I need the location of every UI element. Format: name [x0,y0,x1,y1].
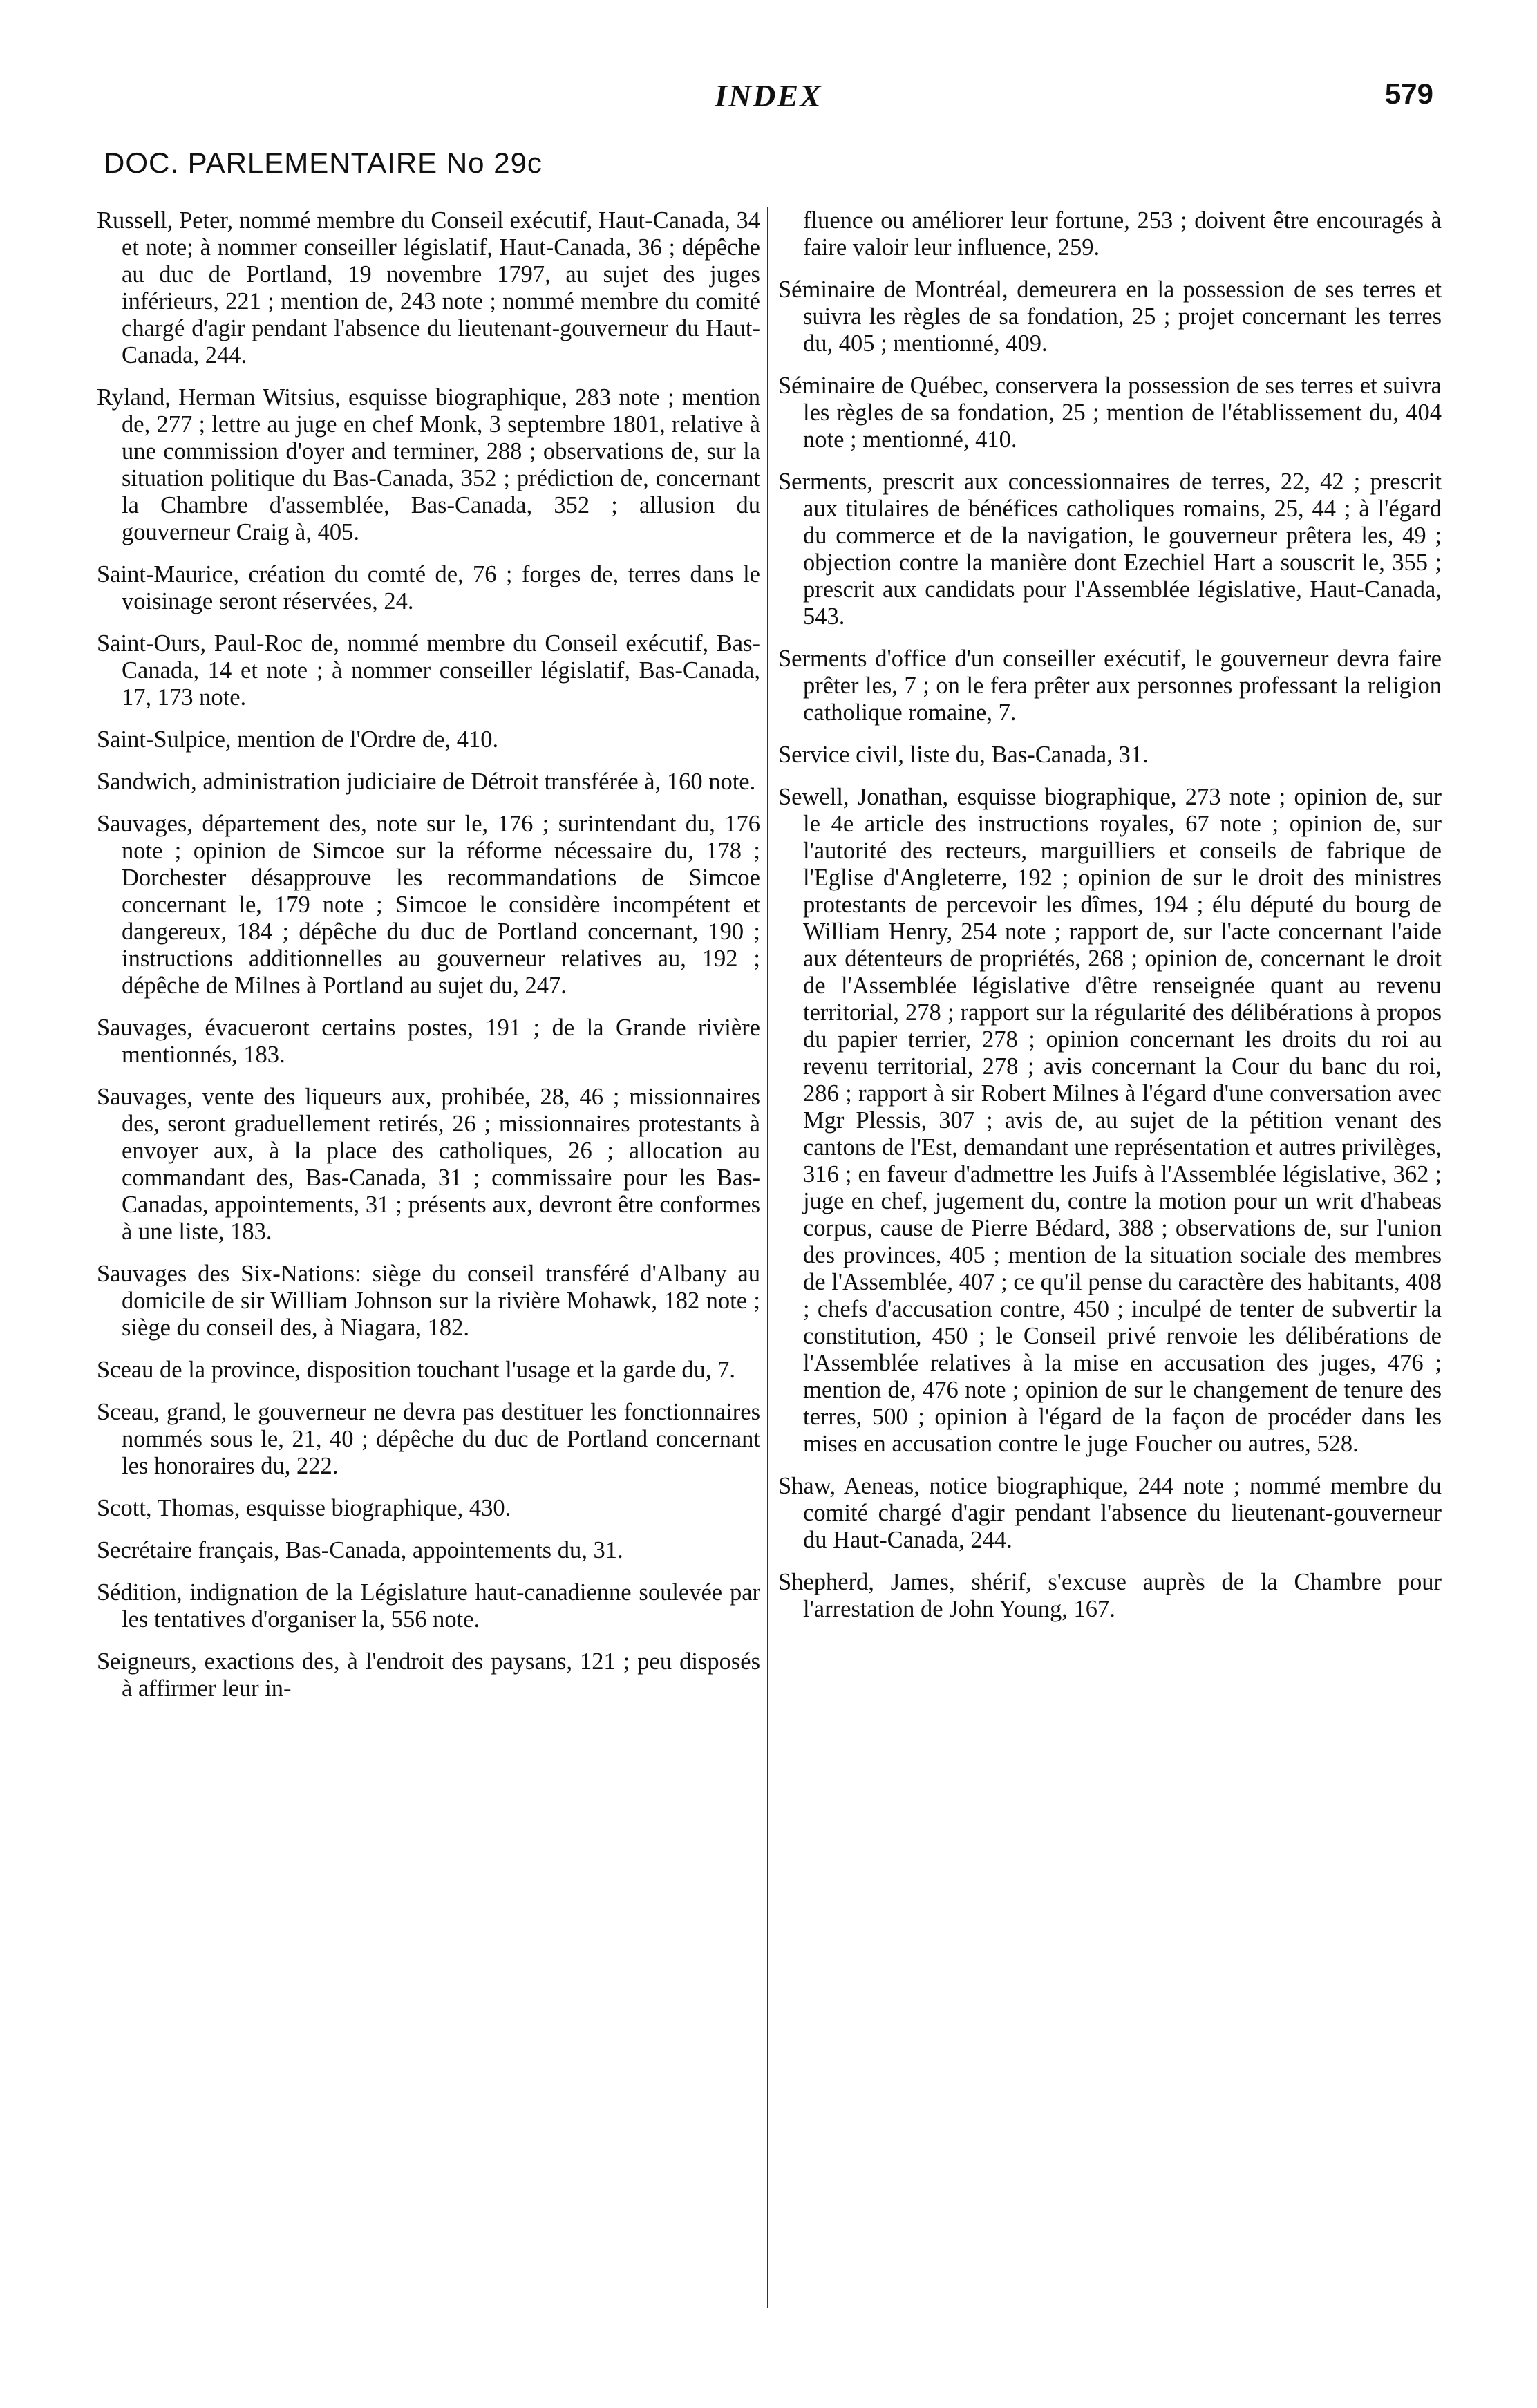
index-entry: Serments d'office d'un conseiller exécutif, le gouverneur devra faire prêter les, 7 ; on le fera prêter aux personnes professant la religion catholique romaine, 7. [778,646,1442,726]
index-entry: Sceau de la province, disposition touchant l'usage et la garde du, 7. [97,1357,736,1383]
index-entry: Serments, prescrit aux concessionnaires de terres, 22, 42 ; prescrit aux titulaires de bénéfices catholiques romains, 25, 44 ; à l'égard du commerce et de la navigation, le gouverneur prêtera les, 49 ; objection contre la manière dont Ezechiel Hart a souscrit le, 355 ; prescrit aux candidats pour l'Assemblée législative, Haut-Canada, 543. [778,469,1442,630]
column-divider [767,207,768,2308]
index-entry: Saint-Maurice, création du comté de, 76 ; forges de, terres dans le voisinage seront réservées, 24. [97,561,760,614]
index-entry: Seigneurs, exactions des, à l'endroit des paysans, 121 ; peu disposés à affirmer leur in- [97,1648,760,1702]
index-entry: Sewell, Jonathan, esquisse biographique, 273 note ; opinion de, sur le 4e article des instructions royales, 67 note ; opinion de, sur l'autorité des recteurs, marguilliers et conseils de fabrique de l'Eglise d'Angleterre, 192 ; opinion de sur le droit des ministres protestants de percevoir les dîmes, 194 ; élu député du bourg de William Henry, 254 note ; rapport de, sur l'acte concernant l'aide aux détenteurs de propriétés, 268 ; opinion de, concernant le droit de l'Assemblée législative d'être renseignée quant au revenu territorial, 278 ; rapport sur la régularité des délibérations à propos du papier terrier, 278 ; opinion concernant les droits du roi au revenu territorial, 278 ; avis concernant la Cour du banc du roi, 286 ; rapport à sir Robert Milnes à l'égard d'une conversation avec Mgr Plessis, 307 ; avis de, au sujet de la pétition venant des cantons de l'Est, demandant une représentation et autres privilèges, 316 ; en faveur d'admettre les Juifs à l'Assemblée législative, 362 ; juge en chef, jugement du, contre la motion pour un writ d'habeas corpus, cause de Pierre Bédard, 388 ; observations de, sur l'union des provinces, 405 ; mention de la situation sociale des membres de l'Assemblée, 407 ; ce qu'il pense du caractère des habitants, 408 ; chefs d'accusation contre, 450 ; inculpé de tenter de subvertir la constitution, 450 ; le Conseil privé renvoie les délibérations de l'Assemblée relatives à la mise en accusation des juges, 476 ; mention de, 476 note ; opinion de sur le changement de tenure des terres, 500 ; opinion à l'égard de la façon de procéder dans les mises en accusation contre le juge Foucher ou autres, 528. [778,784,1442,1457]
page-number: 579 [1384,77,1433,110]
index-entry: Sandwich, administration judiciaire de Détroit transférée à, 160 note. [97,769,756,795]
index-entry: Séminaire de Québec, conservera la possession de ses terres et suivra les règles de sa fondation, 25 ; mention de l'établissement du, 404 note ; mentionné, 410. [778,373,1442,453]
index-entry: Saint-Sulpice, mention de l'Ordre de, 410. [97,726,499,753]
index-column-right [778,207,1442,1638]
index-entry: Sceau, grand, le gouverneur ne devra pas destituer les fonctionnaires nommés sous le, 21, 40 ; dépêche du duc de Portland concernant les honoraires du, 222. [97,1399,760,1479]
index-entry: Sauvages, département des, note sur le, 176 ; surintendant du, 176 note ; opinion de Simcoe sur la réforme nécessaire du, 178 ; Dorchester désapprouve les recommandations de Simcoe concernant le, 179 note ; Simcoe le considère incompétent et dangereux, 184 ; dépêche du duc de Portland concernant, 190 ; instructions additionnelles au gouverneur relatives au, 192 ; dépêche de Milnes à Portland au sujet du, 247. [97,811,760,999]
index-entry: Scott, Thomas, esquisse biographique, 430. [97,1495,511,1521]
index-entry: Sauvages des Six-Nations: siège du conseil transféré d'Albany au domicile de sir William Johnson sur la rivière Mohawk, 182 note ; siège du conseil des, à Niagara, 182. [97,1261,760,1341]
index-entry-continuation: fluence ou améliorer leur fortune, 253 ; doivent être encouragés à faire valoir leur influence, 259. [803,207,1442,261]
index-entry: Shepherd, James, shérif, s'excuse auprès de la Chambre pour l'arrestation de John Young, 167. [778,1569,1442,1622]
document-label: DOC. PARLEMENTAIRE No 29c [104,147,543,179]
index-entry: Sauvages, évacueront certains postes, 191 ; de la Grande rivière mentionnés, 183. [97,1015,760,1068]
index-entry: Séminaire de Montréal, demeurera en la possession de ses terres et suivra les règles de sa fondation, 25 ; projet concernant les terres du, 405 ; mentionné, 409. [778,276,1442,357]
index-entry: Sédition, indignation de la Législature haut-canadienne soulevée par les tentatives d'organiser la, 556 note. [97,1579,760,1633]
index-column-left [97,207,760,1718]
index-entry: Saint-Ours, Paul-Roc de, nommé membre du Conseil exécutif, Bas-Canada, 14 et note ; à nommer conseiller législatif, Bas-Canada, 17, 173 note. [97,630,760,711]
index-entry: Secrétaire français, Bas-Canada, appointements du, 31. [97,1537,623,1563]
running-title: INDEX [715,78,822,113]
index-entry: Service civil, liste du, Bas-Canada, 31. [778,742,1149,768]
index-entry: Ryland, Herman Witsius, esquisse biographique, 283 note ; mention de, 277 ; lettre au juge en chef Monk, 3 septembre 1801, relative à une commission d'oyer and terminer, 288 ; observations de, sur la situation politique du Bas-Canada, 352 ; prédiction de, concernant la Chambre d'assemblée, Bas-Canada, 352 ; allusion du gouverneur Craig à, 405. [97,384,760,545]
index-entry: Russell, Peter, nommé membre du Conseil exécutif, Haut-Canada, 34 et note; à nommer conseiller législatif, Haut-Canada, 36 ; dépêche au duc de Portland, 19 novembre 1797, au sujet des juges inférieurs, 221 ; mention de, 243 note ; nommé membre du comité chargé d'agir pendant l'absence du lieutenant-gouverneur du Haut-Canada, 244. [97,207,760,368]
index-entry: Sauvages, vente des liqueurs aux, prohibée, 28, 46 ; missionnaires des, seront graduellement retirés, 26 ; missionnaires protestants à envoyer aux, à la place des catholiques, 26 ; allocation au commandant des, Bas-Canada, 31 ; commissaire pour les Bas-Canadas, appointements, 31 ; présents aux, devront être conformes à une liste, 183. [97,1084,760,1245]
index-entry: Shaw, Aeneas, notice biographique, 244 note ; nommé membre du comité chargé d'agir pendant l'absence du lieutenant-gouverneur du Haut-Canada, 244. [778,1473,1442,1553]
